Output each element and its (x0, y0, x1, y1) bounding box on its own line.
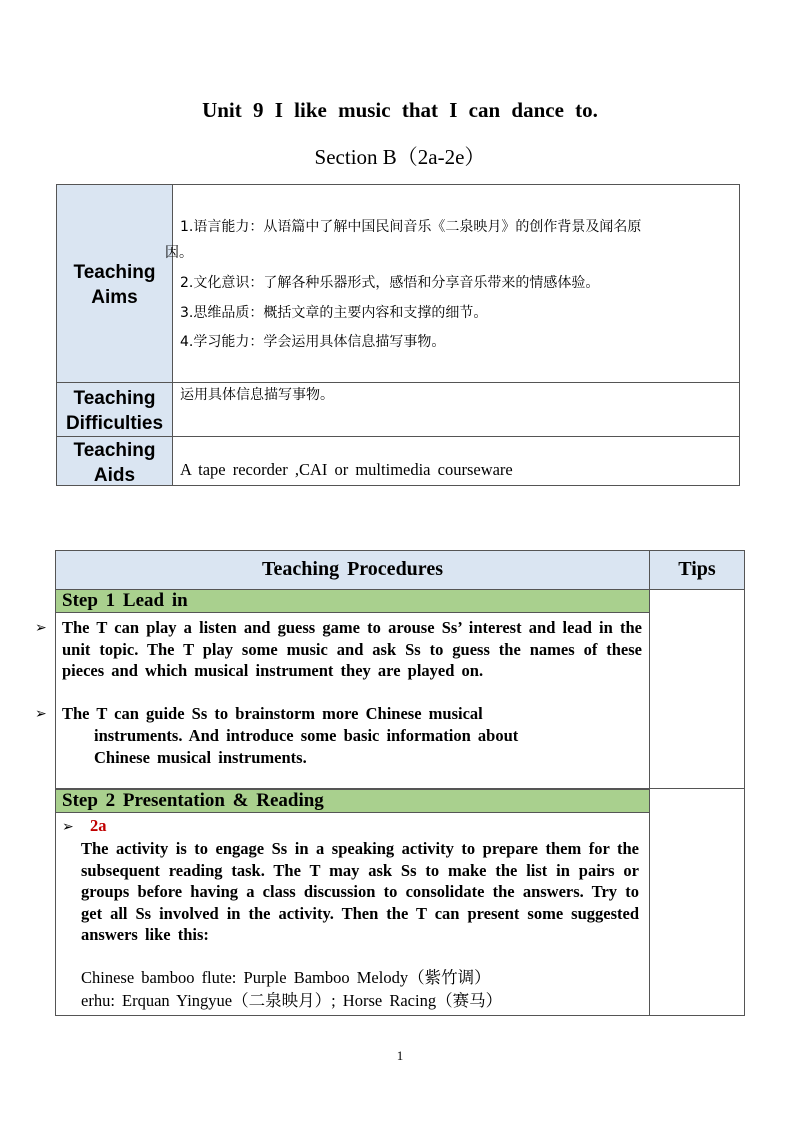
tips-header: Tips (678, 558, 716, 580)
step-1-title: Step 1 Lead in (62, 590, 188, 611)
page-number: 1 (396, 1048, 404, 1063)
aim-4: 4.学习能力：学会运用具体信息描写事物。 (180, 334, 446, 350)
document-title: Unit 9 I like music that I can dance to. (202, 98, 598, 122)
row-divider (57, 436, 739, 437)
aids-text: A tape recorder ,CAI or multimedia courseware (180, 460, 513, 479)
arrow-bullet-icon: ➢ (35, 620, 47, 636)
arrow-bullet-icon: ➢ (35, 706, 47, 722)
aim-3: 3.思维品质：概括文章的主要内容和支撑的细节。 (180, 305, 488, 321)
step-1-bar (56, 589, 649, 613)
teaching-difficulties-label: Teaching Difficulties (65, 388, 164, 434)
example-2: erhu: Erquan Yingyue（二泉映月）; Horse Racing（赛马） (81, 991, 503, 1010)
aim-1-line-1: 1.语言能力：从语篇中了解中国民间音乐《二泉映月》的创作背景及闻名原 (180, 219, 642, 235)
example-1: Chinese bamboo flute: Purple Bamboo Melody（紫竹调） (81, 968, 491, 987)
teaching-aims-label: Teaching Aims (73, 262, 156, 308)
teaching-procedures-table (55, 550, 745, 1016)
difficulties-text: 运用具体信息描写事物。 (180, 387, 334, 403)
step-2-sub-label: 2a (90, 816, 107, 835)
arrow-bullet-icon: ➢ (62, 819, 74, 835)
step-2-bar (56, 789, 649, 813)
step-2-title: Step 2 Presentation & Reading (62, 790, 324, 811)
step-1-bullet-2-line-1: The T can guide Ss to brainstorm more Chinese musical (62, 704, 483, 723)
aim-1-line-2: 因。 (165, 245, 193, 261)
teaching-aids-label: Teaching Aids (73, 440, 156, 486)
row-divider (57, 382, 739, 383)
step-1-bullet-1: The T can play a listen and guess game to arouse Ss’ interest and lead in the unit topic. The T play some music and ask Ss to guess the names of these pieces and which musical instrument they are played on. (62, 618, 642, 680)
step-1-bullet-2-line-3: Chinese musical instruments. (94, 748, 307, 767)
procedures-header: Teaching Procedures (262, 558, 443, 580)
step-1-bullet-2-line-2: instruments. And introduce some basic information about (94, 726, 519, 745)
column-divider (649, 551, 650, 1015)
section-subtitle: Section B（2a-2e） (314, 145, 486, 169)
teaching-aims-table (56, 184, 740, 486)
step-2-paragraph: The activity is to engage Ss in a speaking activity to prepare them for the subsequent reading task. The T may ask Ss to make the list in pairs or groups before having a class discussion to consolidate the answers. Try to get all Ss involved in the activity. Then the T can present some suggested answers like this: (81, 839, 639, 944)
aim-2: 2.文化意识：了解各种乐器形式，感悟和分享音乐带来的情感体验。 (180, 275, 600, 291)
